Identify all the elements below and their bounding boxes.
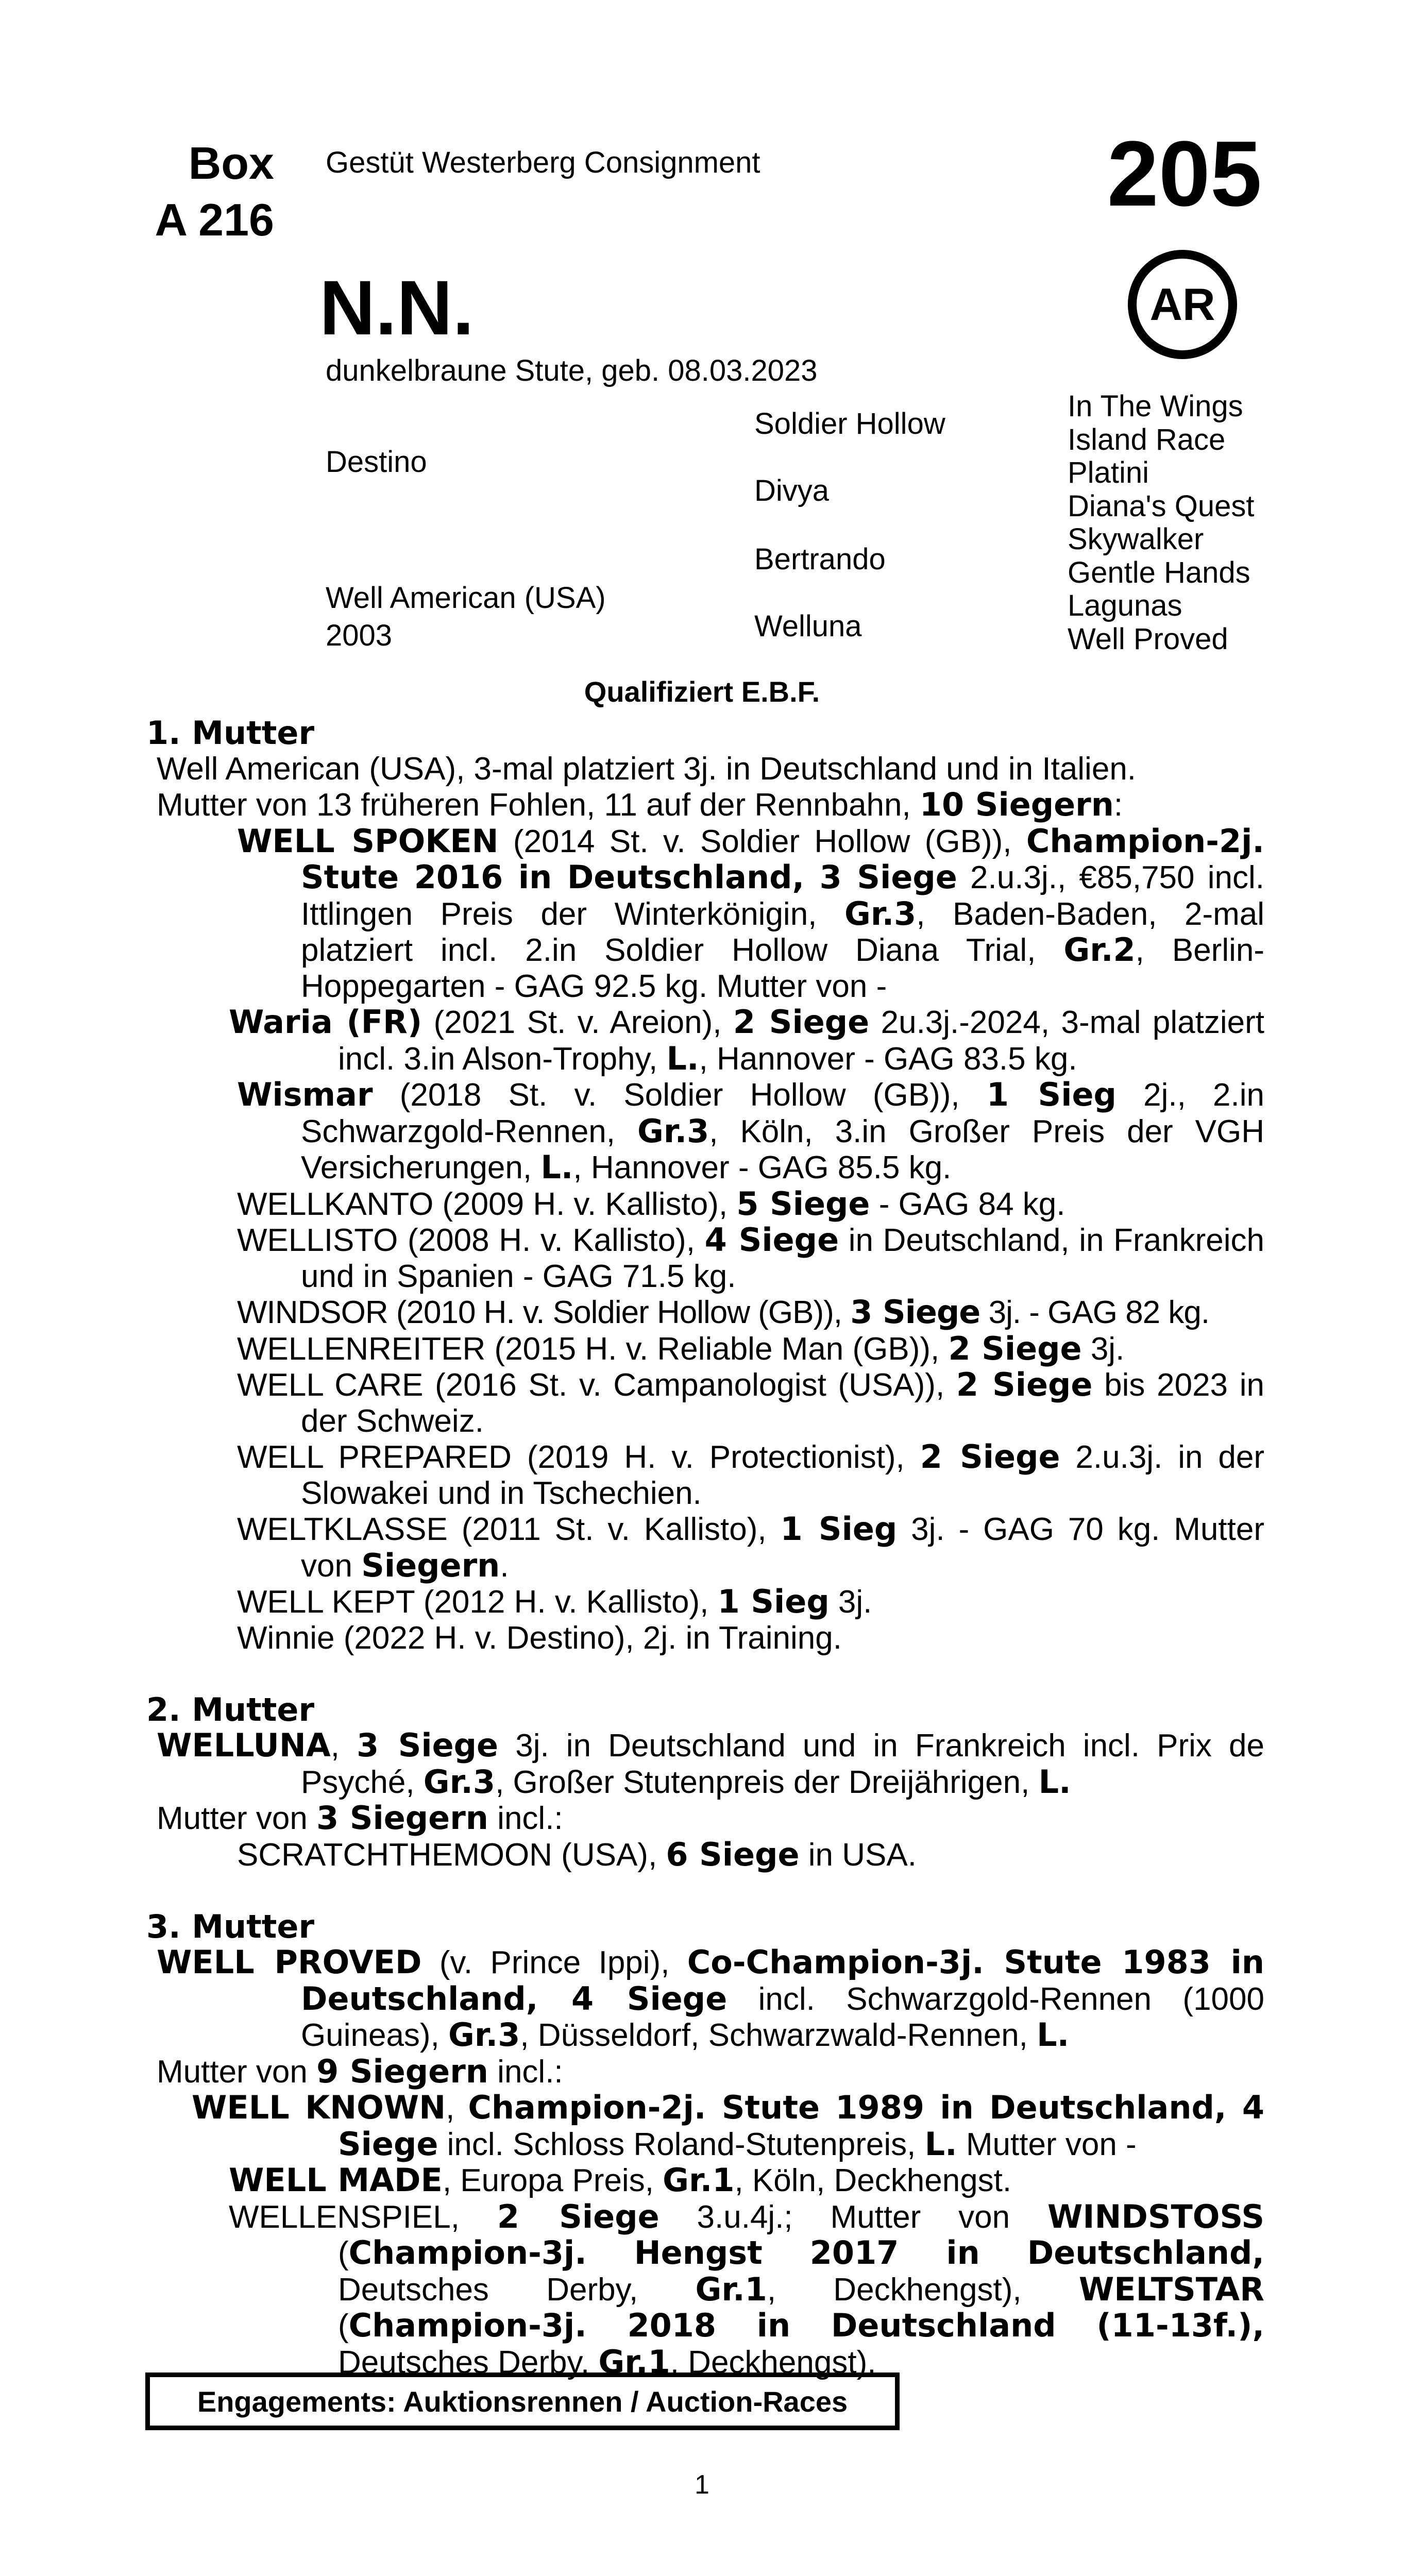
pedigree-sire-sire: Soldier Hollow xyxy=(754,407,945,440)
produce-entry: WELL CARE (2016 St. v. Campanologist (USA)), 2 Siege bis 2023 in der Schweiz. xyxy=(237,1366,1264,1439)
pedigree-sire: Destino xyxy=(326,445,427,479)
produce-entry: WELL PREPARED (2019 H. v. Protectionist), 2 Siege 2.u.3j. in der Slowakei und in Tschechien. xyxy=(237,1438,1264,1511)
dam-produce-summary: Mutter von 13 früheren Fohlen, 11 auf der Rennbahn, 10 Siegern: xyxy=(157,786,1123,823)
pedigree-dam-year: 2003 xyxy=(326,619,393,652)
section-heading: 3. Mutter xyxy=(146,1907,315,1945)
engagements-box: Engagements: Auktionsrennen / Auction-Races xyxy=(145,2372,900,2430)
ar-badge-icon: AR xyxy=(1128,250,1237,359)
produce-entry: WELL SPOKEN (2014 St. v. Soldier Hollow (GB)), Champion-2j. Stute 2016 in Deutschland, 3 Siege 2.u.3j., €85,750 incl. Ittlingen Preis der Winterkönigin, Gr.3, Baden-Baden, 2-mal platziert incl. 2.in Soldier Hollow Diana Trial, Gr.2, Berlin-Hoppegarten - GAG 92.5 kg. Mutter von - xyxy=(237,822,1265,1004)
page-number: 1 xyxy=(695,2470,709,2500)
produce-entry: WELL KNOWN, Champion-2j. Stute 1989 in Deutschland, 4 Siege incl. Schloss Roland-Stutenpreis, L. Mutter von - xyxy=(192,2089,1264,2163)
lot-number: 205 xyxy=(1107,122,1262,226)
pedigree-gen3: In The Wings Island Race Platini Diana's Quest Skywalker Gentle Hands Lagunas Well Proved xyxy=(1068,389,1255,656)
produce-entry: WELTKLASSE (2011 St. v. Kallisto), 1 Sieg 3j. - GAG 70 kg. Mutter von Siegern. xyxy=(237,1510,1265,1584)
section-heading: 1. Mutter xyxy=(146,714,315,752)
second-dam-produce-summary: Mutter von 3 Siegern incl.: xyxy=(157,1799,563,1837)
section-heading: 2. Mutter xyxy=(146,1690,315,1728)
box-number: Box A 216 xyxy=(155,138,274,245)
family-text xyxy=(146,715,1264,2380)
horse-name: N.N. xyxy=(319,264,474,351)
dam-record: Well American (USA), 3-mal platziert 3j. in Deutschland und in Italien. xyxy=(157,751,1137,787)
pedigree-dam-dam: Welluna xyxy=(754,609,862,643)
produce-entry: Winnie (2022 H. v. Destino), 2j. in Training. xyxy=(237,1620,842,1656)
produce-entry: WELLKANTO (2009 H. v. Kallisto), 5 Siege - GAG 84 kg. xyxy=(237,1184,1065,1223)
second-dam-record: WELLUNA, 3 Siege 3j. in Deutschland und in Frankreich incl. Prix de Psyché, Gr.3, Großer Stutenpreis der Dreijährigen, L. xyxy=(157,1726,1264,1801)
produce-entry: WINDSOR (2010 H. v. Soldier Hollow (GB)), 3 Siege 3j. - GAG 82 kg. xyxy=(237,1293,1210,1331)
qualification: Qualifiziert E.B.F. xyxy=(584,675,820,708)
third-dam-produce-summary: Mutter von 9 Siegern incl.: xyxy=(157,2052,563,2090)
pedigree-dam: Well American (USA) xyxy=(326,581,606,615)
pedigree-dam-sire: Bertrando xyxy=(754,543,886,576)
produce-entry: Wismar (2018 St. v. Soldier Hollow (GB)), 1 Sieg 2j., 2.in Schwarzgold-Rennen, Gr.3, Köln, 3.in Großer Preis der VGH Versicherungen, L., Hannover - GAG 85.5 kg. xyxy=(237,1076,1264,1186)
produce-entry: WELL KEPT (2012 H. v. Kallisto), 1 Sieg 3j. xyxy=(237,1583,872,1620)
produce-entry: WELLISTO (2008 H. v. Kallisto), 4 Siege in Deutschland, in Frankreich und in Spanien - GAG 71.5 kg. xyxy=(237,1221,1264,1294)
produce-entry: WELL MADE, Europa Preis, Gr.1, Köln, Deckhengst. xyxy=(229,2161,1012,2199)
horse-description: dunkelbraune Stute, geb. 08.03.2023 xyxy=(326,354,818,387)
produce-entry: Waria (FR) (2021 St. v. Areion), 2 Siege 2u.3j.-2024, 3-mal platziert incl. 3.in Alson-Trophy, L., Hannover - GAG 83.5 kg. xyxy=(229,1003,1264,1077)
third-dam-record: WELL PROVED (v. Prince Ippi), Co-Champion-3j. Stute 1983 in Deutschland, 4 Siege incl. Schwarzgold-Rennen (1000 Guineas), Gr.3, Düsseldorf, Schwarzwald-Rennen, L. xyxy=(157,1943,1264,2054)
produce-entry: SCRATCHTHEMOON (USA), 6 Siege in USA. xyxy=(237,1835,917,1873)
consignor: Gestüt Westerberg Consignment xyxy=(326,146,760,179)
produce-entry: WELLENSPIEL, 2 Siege 3.u.4j.; Mutter von WINDSTOSS (Champion-3j. Hengst 2017 in Deutschland, Deutsches Derby, Gr.1, Deckhengst), WELTSTAR (Champion-3j. 2018 in Deutschland (11-13f.), Deutsches Derby, Gr.1, Deckhengst). xyxy=(229,2197,1264,2381)
pedigree-sire-dam: Divya xyxy=(754,474,830,507)
produce-entry: WELLENREITER (2015 H. v. Reliable Man (GB)), 2 Siege 3j. xyxy=(237,1329,1125,1367)
